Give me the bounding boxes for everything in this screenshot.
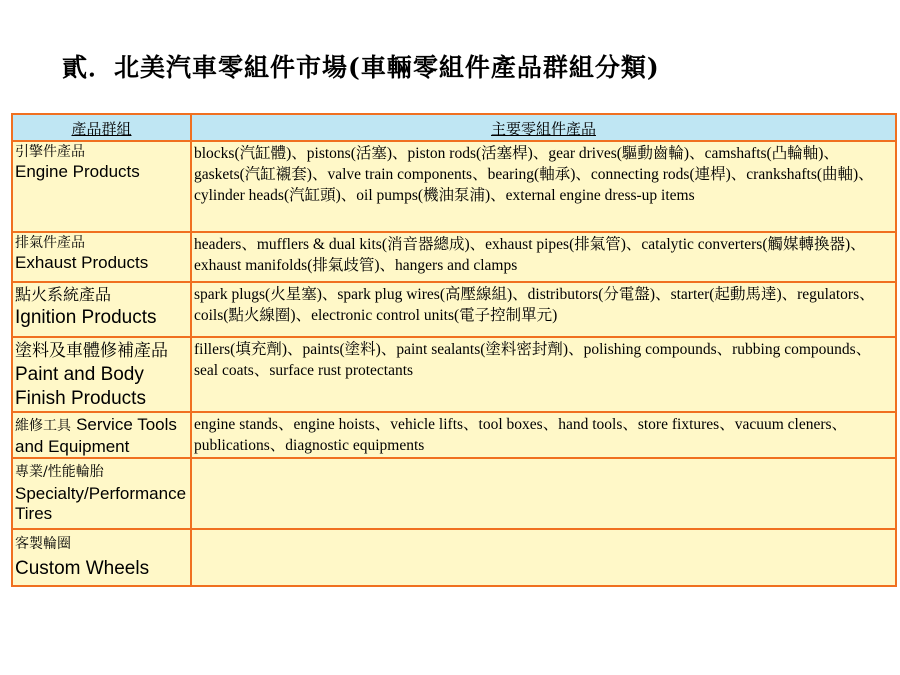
- parts-cell: [191, 529, 896, 586]
- group-cell: [12, 529, 191, 586]
- table-row: [12, 232, 896, 282]
- table-row: [12, 412, 896, 458]
- group-cell: [12, 282, 191, 337]
- product-group-table: [11, 113, 897, 587]
- group-en: Engine Products: [15, 162, 140, 181]
- group-zh: 維修工具: [15, 418, 71, 434]
- parts-cell: headers、mufflers & dual kits(消音器總成)、exhaust pipes(排氣管)、catalytic converters(觸媒轉換器)、exhaust manifolds(排氣歧管)、hangers and clamps: [191, 232, 896, 282]
- group-en: Custom Wheels: [15, 558, 150, 579]
- parts-cell: fillers(填充劑)、paints(塗料)、paint sealants(塗料密封劑)、polishing compounds、rubbing compounds、seal coats、surface rust protectants: [191, 337, 896, 412]
- group-cell: [12, 232, 191, 282]
- group-cell: [12, 337, 191, 412]
- group-zh: 引擎件產品: [15, 144, 85, 160]
- group-zh: 排氣件產品: [15, 235, 85, 251]
- group-zh: 專業/性能輪胎: [15, 464, 104, 480]
- group-cell: [12, 458, 191, 529]
- table-row: [12, 141, 896, 232]
- group-cell: [12, 412, 191, 458]
- group-zh: 塗料及車體修補產品: [15, 341, 168, 361]
- table-header-row: [12, 114, 896, 141]
- parts-cell: engine stands、engine hoists、vehicle lifts、tool boxes、hand tools、store fixtures、vacuum cleners、publications、diagnostic equipments: [191, 412, 896, 458]
- parts-cell: spark plugs(火星塞)、spark plug wires(高壓線組)、distributors(分電盤)、starter(起動馬達)、regulators、coils(點火線圈)、electronic control units(電子控制單元): [191, 282, 896, 337]
- group-en: Specialty/Performance Tires: [15, 484, 187, 523]
- group-cell: [12, 141, 191, 232]
- group-zh: 客製輪圈: [15, 536, 71, 552]
- table-row: [12, 458, 896, 529]
- table-row: [12, 337, 896, 412]
- group-zh: 點火系統產品: [15, 285, 112, 304]
- group-en: Service Tools and Equipment: [15, 415, 177, 456]
- parts-cell: [191, 458, 896, 529]
- parts-cell: blocks(汽缸體)、pistons(活塞)、piston rods(活塞桿)、gear drives(驅動齒輪)、camshafts(凸輪軸)、gaskets(汽缸襯套)、valve train components、bearing(軸承)、connecting rods(連桿)、crankshafts(曲軸)、cylinder heads(汽缸頭)、oil pumps(機油泵浦)、external engine dress-up items: [191, 141, 896, 232]
- table-row: [12, 282, 896, 337]
- group-en: Paint and Body Finish Products: [15, 364, 146, 409]
- header-product-group: 產品群組: [12, 114, 191, 141]
- group-en: Ignition Products: [15, 307, 157, 328]
- header-main-parts: 主要零組件產品: [191, 114, 896, 141]
- table-row: [12, 529, 896, 586]
- group-en: Exhaust Products: [15, 253, 149, 272]
- page-title: 貳．北美汽車零組件市場(車輛零組件產品群組分類): [62, 53, 660, 82]
